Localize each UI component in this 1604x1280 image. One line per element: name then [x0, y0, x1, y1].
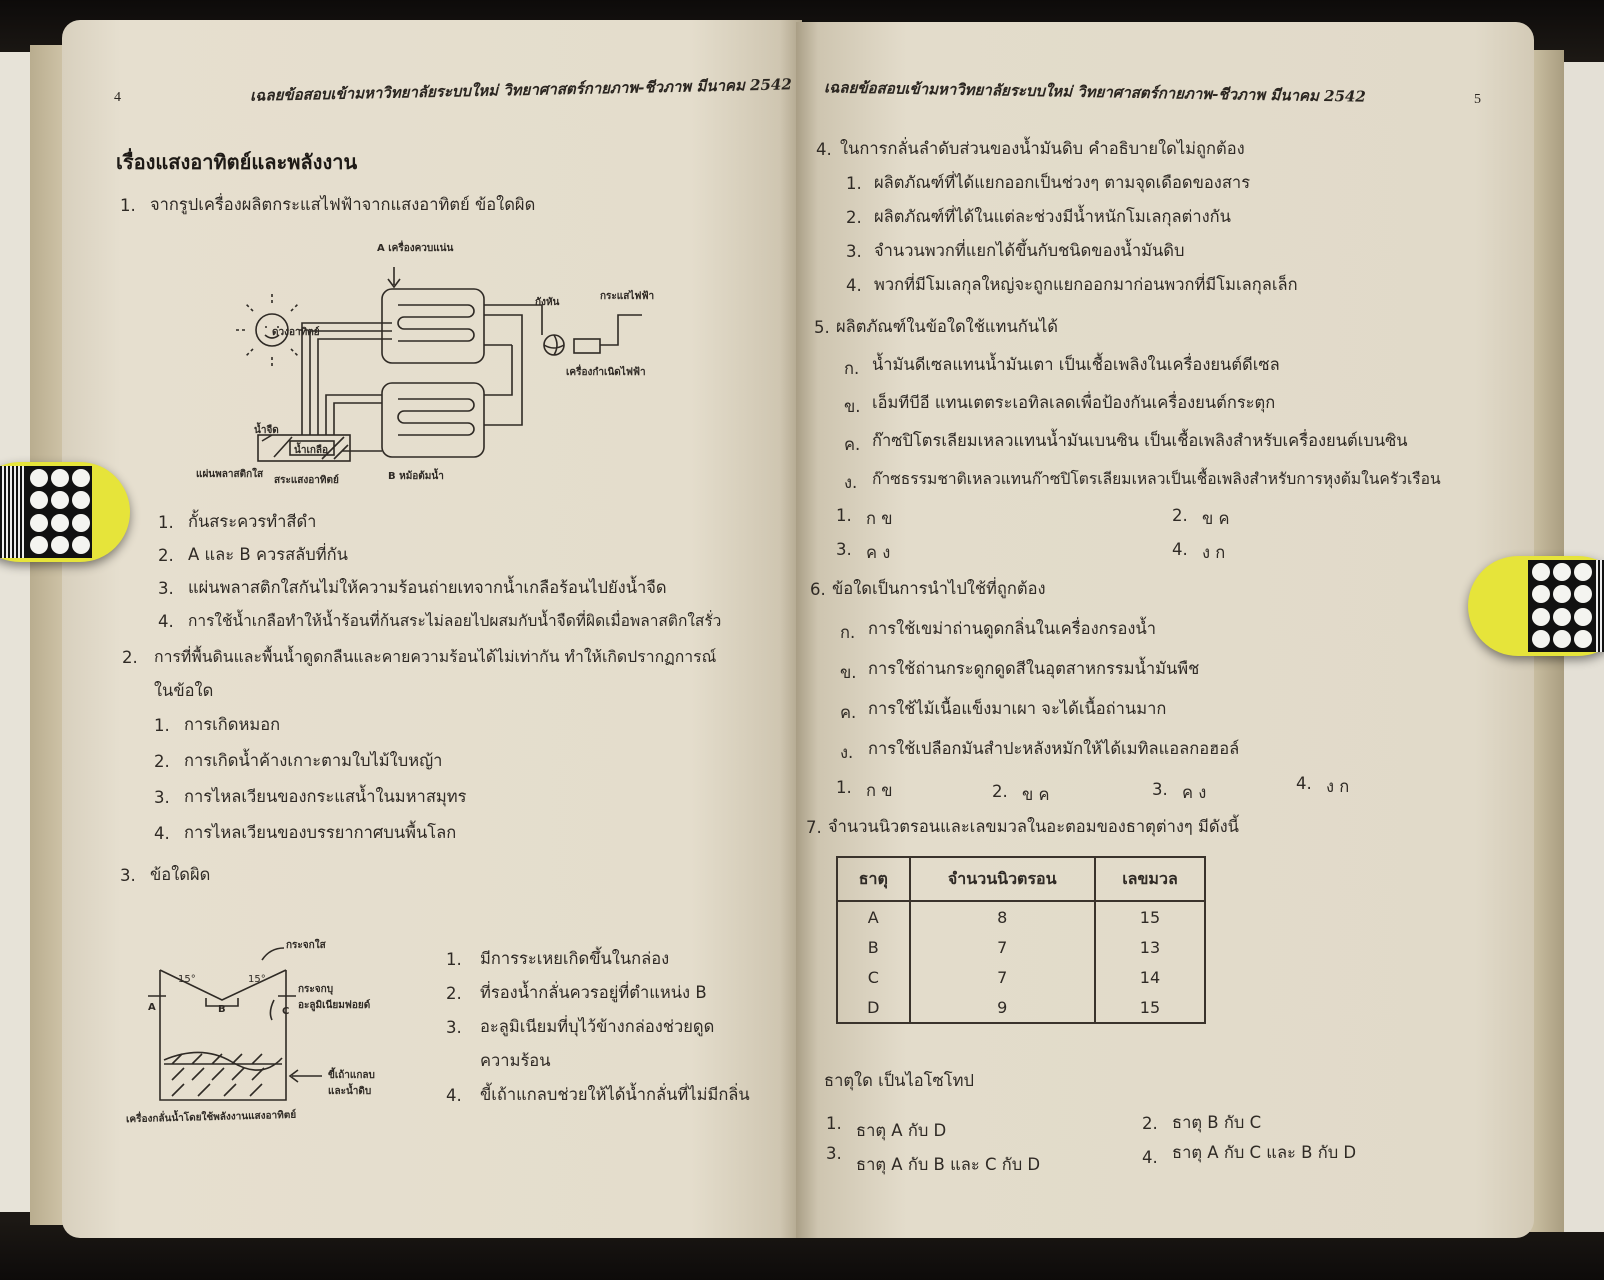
choice-number: 1. [846, 174, 862, 193]
q5-number: 5. [814, 318, 830, 337]
label-plastic: แผ่นพลาสติกใส [196, 469, 264, 480]
q4-text: ในการกลั่นลำดับส่วนของน้ำมันดิบ คำอธิบายใดไม่ถูกต้อง [840, 139, 1245, 158]
choice-text: ธาตุ A กับ D [856, 1121, 947, 1140]
choice-text: A และ B ควรสลับที่กัน [188, 545, 348, 564]
q7-number: 7. [806, 818, 822, 837]
table-cell: 15 [1095, 901, 1205, 932]
column-header: จำนวนนิวตรอน [910, 857, 1095, 901]
column-header: เลขมวล [1095, 857, 1205, 901]
choice-text: ค ง [1182, 783, 1207, 802]
clip-dot-pattern [1528, 560, 1594, 652]
choice-number: 4. [1142, 1148, 1158, 1167]
choice-number: 1. [154, 716, 170, 735]
page-number: 5 [1474, 92, 1481, 107]
choice-number: 2. [992, 782, 1008, 801]
choice-text: กั้นสระควรทำสีดำ [188, 512, 317, 531]
label-pond: สระแสงอาทิตย์ [274, 475, 339, 486]
choice-text: ค ง [866, 543, 891, 562]
choice-number: 2. [154, 752, 170, 771]
label-current: กระแสไฟฟ้า [600, 291, 655, 302]
diagram-caption: เครื่องกลั่นน้ำโดยใช้พลังงานแสงอาทิตย์ [125, 1109, 297, 1126]
solar-still-diagram [122, 940, 422, 1140]
choice-number: 1. [836, 778, 852, 797]
q7-question: ธาตุใด เป็นไอโซโทป [824, 1071, 974, 1090]
column-header: ธาตุ [837, 857, 910, 901]
label-fresh-water: น้ำจืด [254, 425, 279, 436]
choice-text: การไหลเวียนของกระแสน้ำในมหาสมุทร [184, 787, 467, 806]
choice-text: การเกิดน้ำค้างเกาะตามใบไม้ใบหญ้า [184, 751, 443, 770]
item-letter: ค. [844, 435, 861, 454]
q3-number: 3. [120, 866, 136, 885]
label-angle-left: 15° [178, 974, 196, 985]
q1-text: จากรูปเครื่องผลิตกระแสไฟฟ้าจากแสงอาทิตย์ ข้อใดผิด [150, 195, 536, 214]
topic-title: เรื่องแสงอาทิตย์และพลังงาน [116, 150, 358, 174]
item-letter: ก. [844, 359, 860, 378]
choice-number: 4. [1172, 540, 1188, 559]
choice-number: 1. [446, 950, 462, 969]
choice-number: 3. [1152, 780, 1168, 799]
item-letter: ก. [840, 623, 856, 642]
table-cell: 14 [1095, 962, 1205, 992]
label-raw-water: และน้ำดิบ [328, 1086, 372, 1097]
label-sun: ดวงอาทิตย์ [272, 327, 320, 338]
q4-number: 4. [816, 140, 832, 159]
choice-text: ที่รองน้ำกลั่นควรอยู่ที่ตำแหน่ง B [480, 983, 707, 1002]
choice-number: 1. [158, 513, 174, 532]
table-row [837, 901, 1205, 932]
element-table [836, 856, 1206, 1024]
label-turbine: กังหัน [535, 297, 560, 308]
item-letter: ข. [840, 663, 857, 682]
choice-text: ธาตุ A กับ C และ B กับ D [1172, 1143, 1357, 1162]
choice-number: 3. [846, 242, 862, 261]
choice-number: 4. [158, 612, 174, 631]
choice-number: 3. [826, 1144, 842, 1163]
item-text: การใช้ไม้เนื้อแข็งมาเผา จะได้เนื้อถ่านมาก [868, 699, 1167, 718]
table-cell: 8 [910, 901, 1095, 932]
label-foil: อะลูมิเนียมฟอยด์ [298, 1000, 371, 1011]
table-row [837, 992, 1205, 1023]
label-boiler: B หม้อต้มน้ำ [388, 471, 444, 482]
choice-text: ก ข [866, 781, 893, 800]
clip-stripes [0, 466, 26, 558]
q7-text: จำนวนนิวตรอนและเลขมวลในอะตอมของธาตุต่างๆ มีดังนี้ [828, 817, 1239, 836]
choice-text: ง ก [1202, 543, 1226, 562]
choice-number: 3. [154, 788, 170, 807]
table-cell: A [837, 901, 910, 932]
label-c: C [282, 1006, 290, 1017]
choice-text: ขี้เถ้าแกลบช่วยให้ได้น้ำกลั่นที่ไม่มีกลิ่น [480, 1085, 750, 1104]
item-letter: ข. [844, 397, 861, 416]
choice-text: จำนวนพวกที่แยกได้ขึ้นกับชนิดของน้ำมันดิบ [874, 241, 1185, 260]
choice-text: อะลูมิเนียมที่บุไว้ข้างกล่องช่วยดูด [480, 1017, 715, 1036]
q1-number: 1. [120, 196, 136, 215]
table-cell: 15 [1095, 992, 1205, 1023]
label-angle-right: 15° [248, 974, 266, 985]
label-mirror: กระจกบุ [298, 984, 334, 995]
choice-text: ผลิตภัณฑ์ที่ได้ในแต่ละช่วงมีน้ำหนักโมเลกุลต่างกัน [874, 207, 1231, 226]
choice-text: ธาตุ B กับ C [1172, 1113, 1262, 1132]
table-cell: C [837, 962, 910, 992]
right-binder-clip [1468, 556, 1604, 656]
clip-stripes [1594, 560, 1604, 652]
item-text: ก๊าซปิโตรเลียมเหลวแทนน้ำมันเบนซิน เป็นเชื้อเพลิงสำหรับเครื่องยนต์เบนซิน [872, 431, 1408, 450]
choice-text: ธาตุ A กับ B และ C กับ D [856, 1155, 1041, 1174]
choice-number: 2. [446, 984, 462, 1003]
choice-text: ผลิตภัณฑ์ที่ได้แยกออกเป็นช่วงๆ ตามจุดเดือดของสาร [874, 173, 1251, 192]
q6-number: 6. [810, 580, 826, 599]
clip-dot-pattern [26, 466, 92, 558]
choice-number: 4. [446, 1086, 462, 1105]
choice-text: การเกิดหมอก [184, 715, 281, 734]
item-letter: ง. [840, 743, 854, 762]
item-text: การใช้เขม่าถ่านดูดกลิ่นในเครื่องกรองน้ำ [868, 619, 1156, 638]
table-cell: 7 [910, 932, 1095, 962]
left-page [62, 20, 802, 1238]
q6-text: ข้อใดเป็นการนำไปใช้ที่ถูกต้อง [832, 579, 1046, 598]
label-brine: น้ำเกลือ [294, 445, 329, 456]
choice-text: การใช้น้ำเกลือทำให้น้ำร้อนที่ก้นสระไม่ลอยไปผสมกับน้ำจืดที่ผิดเมื่อพลาสติกใสรั่ว [188, 612, 722, 630]
left-binder-clip [0, 462, 130, 562]
choice-number: 3. [836, 540, 852, 559]
choice-number: 4. [846, 276, 862, 295]
table-cell: 7 [910, 962, 1095, 992]
item-text: การใช้เปลือกมันสำปะหลังหมักให้ได้เมทิลแอลกอฮอล์ [868, 739, 1240, 758]
table-cell: 9 [910, 992, 1095, 1023]
solar-pond-diagram [196, 243, 682, 495]
choice-text: ข ค [1022, 785, 1050, 804]
choice-number: 3. [446, 1018, 462, 1037]
q2-number: 2. [122, 648, 138, 667]
item-letter: ง. [844, 473, 858, 492]
table-header-row [837, 857, 1205, 901]
choice-text: พวกที่มีโมเลกุลใหญ่จะถูกแยกออกมาก่อนพวกที่มีโมเลกุลเล็ก [874, 275, 1298, 294]
choice-number: 2. [846, 208, 862, 227]
table-row [837, 932, 1205, 962]
q3-text: ข้อใดผิด [150, 865, 211, 884]
choice-text: ข ค [1202, 509, 1230, 528]
choice-number: 1. [826, 1114, 842, 1133]
label-glass: กระจกใส [286, 940, 326, 951]
choice-number: 4. [1296, 774, 1312, 793]
item-text: เอ็มทีบีอี แทนเตตระเอทิลเลดเพื่อป้องกันเครื่องยนต์กระตุก [872, 393, 1276, 412]
choice-number: 3. [158, 579, 174, 598]
item-text: น้ำมันดีเซลแทนน้ำมันเตา เป็นเชื้อเพลิงในเครื่องยนต์ดีเซล [872, 355, 1280, 374]
label-ash: ขี้เถ้าแกลบ [328, 1070, 375, 1081]
choice-number: 2. [1172, 506, 1188, 525]
label-generator: เครื่องกำเนิดไฟฟ้า [566, 367, 646, 378]
page-number: 4 [114, 90, 121, 105]
label-a: A [148, 1002, 156, 1013]
q2-text-line2: ในข้อใด [154, 681, 214, 700]
right-page [796, 22, 1534, 1238]
choice-text: ง ก [1326, 777, 1350, 796]
item-text: ก๊าซธรรมชาติเหลวแทนก๊าซปิโตรเลียมเหลวเป็นเชื้อเพลิงสำหรับการหุงต้มในครัวเรือน [872, 470, 1441, 488]
table-cell: D [837, 992, 910, 1023]
label-b: B [218, 1004, 226, 1015]
q2-text-line1: การที่พื้นดินและพื้นน้ำดูดกลืนและคายความร้อนได้ไม่เท่ากัน ทำให้เกิดปรากฏการณ์ [154, 647, 717, 666]
choice-number: 1. [836, 506, 852, 525]
table-row [837, 962, 1205, 992]
choice-number: 4. [154, 824, 170, 843]
choice-text: แผ่นพลาสติกใสกันไม่ให้ความร้อนถ่ายเทจากน้ำเกลือร้อนไปยังน้ำจืด [188, 578, 667, 597]
choice-text: ก ข [866, 509, 893, 528]
choice-text-continued: ความร้อน [480, 1051, 551, 1070]
choice-text: การไหลเวียนของบรรยากาศบนพื้นโลก [184, 823, 457, 842]
table-cell: B [837, 932, 910, 962]
choice-number: 2. [158, 546, 174, 565]
label-condenser: A เครื่องควบแน่น [377, 243, 454, 254]
page-header: เฉลยข้อสอบเข้ามหาวิทยาลัยระบบใหม่ วิทยาศาสตร์กายภาพ-ชีวภาพ มีนาคม 2542 [249, 75, 793, 105]
item-letter: ค. [840, 703, 857, 722]
table-cell: 13 [1095, 932, 1205, 962]
item-text: การใช้ถ่านกระดูกดูดสีในอุตสาหกรรมน้ำมันพืช [868, 659, 1200, 678]
q5-text: ผลิตภัณฑ์ในข้อใดใช้แทนกันได้ [836, 317, 1059, 336]
choice-number: 2. [1142, 1114, 1158, 1133]
choice-text: มีการระเหยเกิดขึ้นในกล่อง [480, 949, 670, 968]
page-header: เฉลยข้อสอบเข้ามหาวิทยาลัยระบบใหม่ วิทยาศาสตร์กายภาพ-ชีวภาพ มีนาคม 2542 [823, 78, 1366, 106]
